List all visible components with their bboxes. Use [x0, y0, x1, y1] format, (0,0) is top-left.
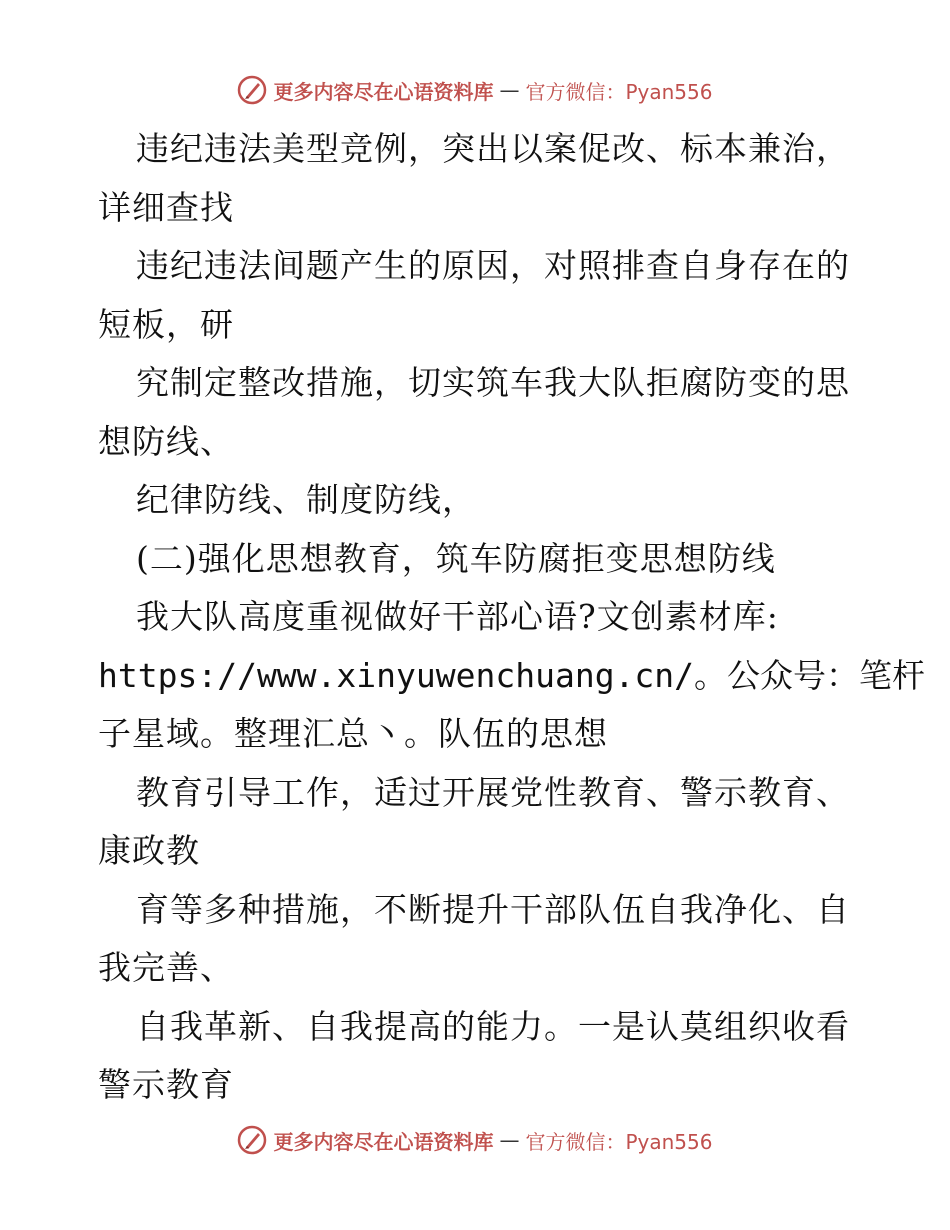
watermark-footer	[0, 1120, 950, 1160]
watermark-separator: —	[499, 1128, 520, 1152]
section-heading: (二)强化思想教育，筑车防腐拒变思想防线	[136, 538, 776, 578]
body-line: 究制定整改措施，切实筑车我大队拒腐防变的思	[136, 363, 850, 402]
body-line: 我完善、	[98, 948, 234, 987]
body-line: 子星域。整理汇总丶。队伍的思想	[98, 714, 608, 753]
body-line: 想防线、	[98, 421, 234, 461]
body-line: 康政教	[98, 831, 200, 870]
document-body	[98, 120, 926, 1115]
watermark-wechat: 官方微信：Pyan556	[525, 79, 713, 104]
quill-logo-icon	[237, 1125, 267, 1155]
quill-logo-icon	[237, 75, 267, 105]
watermark-header	[0, 70, 950, 110]
watermark-wechat: 官方微信：Pyan556	[525, 1129, 713, 1154]
body-line: 警示教育	[98, 1065, 234, 1104]
watermark-brand: 更多内容尽在心语资料库	[273, 1129, 494, 1154]
body-line: 违纪违法美型竞例，突出以案促改、标本兼治，	[136, 129, 850, 168]
body-line: 详细查找	[98, 187, 234, 227]
body-line: 纪律防线、制度防线，	[136, 480, 476, 519]
body-line: 教育引导工作，适过开展党性教育、警示教育、	[136, 772, 850, 812]
body-line-url: https://www.xinyuwenchuang.cn/。公众号：笔杆	[98, 655, 926, 695]
body-line: 育等多种措施，不断提升干部队伍自我净化、自	[136, 889, 850, 929]
watermark-separator: —	[499, 78, 520, 102]
body-line: 我大队高度重视做好干部心语?文创素材库:	[136, 597, 779, 636]
watermark-brand: 更多内容尽在心语资料库	[273, 79, 494, 104]
body-line: 自我革新、自我提高的能力。一是认莫组织收看	[136, 1006, 850, 1046]
body-line: 短板，研	[98, 304, 234, 344]
body-line: 违纪违法间题产生的原因，对照排查自身存在的	[136, 246, 850, 285]
